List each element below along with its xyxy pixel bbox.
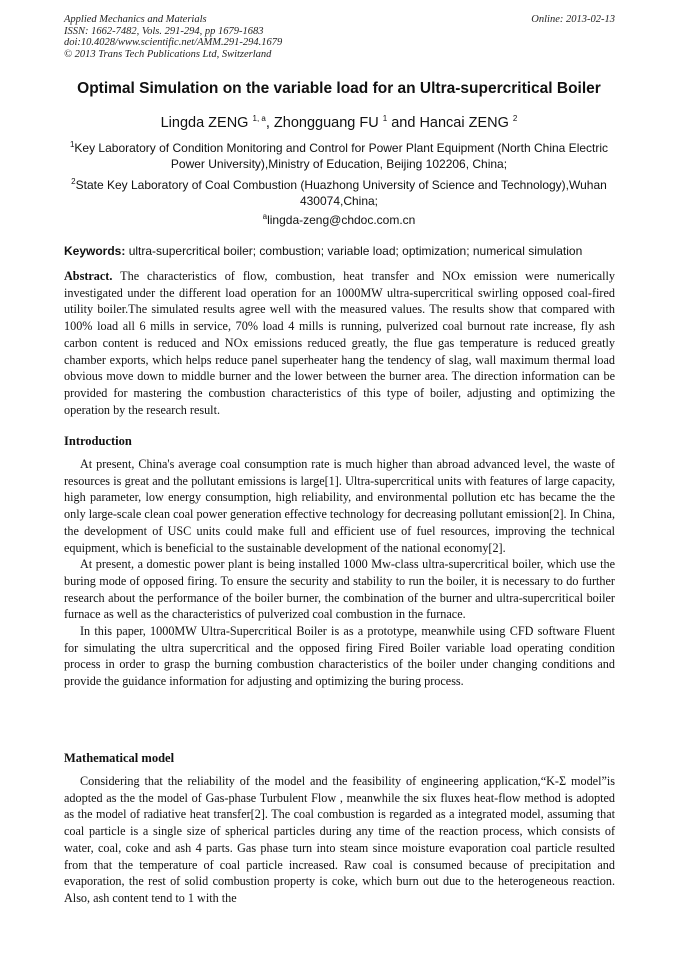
email-address: lingda-zeng@chdoc.com.cn	[267, 213, 416, 227]
affiliation-text: Key Laboratory of Condition Monitoring and Control for Power Plant Equipment (North China Electric Power University),Ministry of Education, Beijing 102206, China;	[74, 141, 609, 171]
affiliation-mark: 1	[69, 140, 75, 149]
affiliation-mark: 2	[71, 177, 76, 186]
paper-title: Optimal Simulation on the variable load for an Ultra-supercritical Boiler	[77, 80, 601, 97]
paragraph: Considering that the reliability of the model and the feasibility of engineering application,“K-Σ model”is adopted as the the model of Gas-phase Turbulent Flow , meanwhile the six fluxes heat-flow method is adopted as the model of radiative heat transfer[2]. The coal combustion is regarded as a integrated model, assuming that coal particle is a single size of spherical particles during any time of the reaction process, which consists of water, coal, coke and ash 4 parts. Gas phase turn into steam since moisture evaporation coal particle resulted from that the temperature of coal particle increased. Raw coal is consumed because of precipitation and evaporation, the rest of solid combustion property is coke, which burn out due to the heterogeneous reaction. Also, ash content tend to 1 with the	[64, 774, 615, 905]
author-email	[60, 209, 618, 228]
doi-line: doi:10.4028/www.scientific.net/AMM.291-294.1679	[64, 37, 283, 48]
paragraph: At present, China's average coal consumption rate is much higher than abroad advanced level, the waste of resources is great and the pollutant emissions is large[1]. Ultra-supercritical units with features of large capacity, high parameter, low energy consumption, high reliability, and environmental pollution etc has became the the only large-scale clean coal power generation effective technology for decreasing pollutant emission[2]. In China, the development of USC units could make full and efficient use of fuel resources, improving the technical equipment, which is beneficial to the sustainable development of the national economy[2].	[64, 457, 615, 555]
abstract-label: Abstract.	[64, 269, 113, 283]
author-separator: and	[387, 115, 420, 131]
email-mark: a	[262, 212, 268, 221]
paragraph: In this paper, 1000MW Ultra-Supercritical Boiler is as a prototype, meanwhile using CFD software Fluent for simulating the ultra supercritical and the opposed firing Fired Boiler variable load operating condition process in order to grasp the burning combustion characteristics of the boiler under changing conditions and provide the guidance information for adjusting and optimizing the buring process.	[64, 624, 615, 689]
abstract-text: The characteristics of flow, combustion, heat transfer and NOx emission were numerically investigated under the different load operation for an 1000MW ultra-supercritical swirling opposed coal-fired utility boiler.The simulated results agree well with the measured values. The results show that compared with 100% load all 6 mills in service, 70% load 4 mills is running, pulverized coal burnout rate increase, fly ash carbon content is reduced and NOx emissions reduced greatly, the flue gas temperature is reduced greatly chamber exports, which helps reduce panel superheater hang the tendency of slag, wall maximum thermal load obvious move down to middle burner and the lower between the burner area. The direction information can be provided for mastering the combustion characteristics of this type of boiler, adjusting and optimizing the operation by the research result.	[64, 269, 616, 417]
author-affiliation-mark: 1	[382, 114, 388, 123]
journal-name: Applied Mechanics and Materials	[64, 14, 207, 25]
abstract	[64, 268, 615, 418]
journal-header	[64, 14, 615, 60]
affiliation-text: State Key Laboratory of Coal Combustion (Huazhong University of Science and Technology),Wuhan 430074,China;	[75, 178, 607, 208]
issn-line: ISSN: 1662-7482, Vols. 291-294, pp 1679-1683	[64, 25, 264, 37]
author-name: Lingda ZENG	[160, 115, 249, 131]
keywords-text: ultra-supercritical boiler; combustion; variable load; optimization; numerical simulation	[128, 244, 583, 258]
affiliation-1	[60, 137, 618, 172]
introduction-heading: Introduction	[64, 434, 132, 448]
author-name: Zhongguang FU	[273, 115, 379, 131]
paragraph: At present, a domestic power plant is being installed 1000 Mw-class ultra-supercritical boiler, which use the buring mode of opposed firing. To ensure the security and stability to run the boiler, it is necessary to do further research about the performance of the boiler burner, the combination of the burner and ultra-supercritical boiler furnace as well as the characteristics of pulverized coal combustion in the furnace.	[64, 557, 615, 622]
introduction-section	[64, 456, 615, 690]
math-model-section	[64, 773, 615, 907]
online-date: Online: 2013-02-13	[531, 14, 615, 25]
affiliation-2	[60, 174, 618, 209]
author-name: Hancai ZENG	[419, 115, 509, 131]
author-separator: ,	[265, 115, 274, 131]
author-affiliation-mark: 2	[512, 114, 518, 123]
keywords-label: Keywords:	[64, 244, 126, 258]
copyright-line: © 2013 Trans Tech Publications Ltd, Switzerland	[64, 48, 272, 60]
author-list	[0, 114, 678, 131]
keywords	[64, 244, 615, 258]
author-affiliation-mark: 1, a	[252, 114, 266, 123]
abstract-paragraph	[64, 268, 615, 418]
math-model-heading: Mathematical model	[64, 751, 175, 765]
